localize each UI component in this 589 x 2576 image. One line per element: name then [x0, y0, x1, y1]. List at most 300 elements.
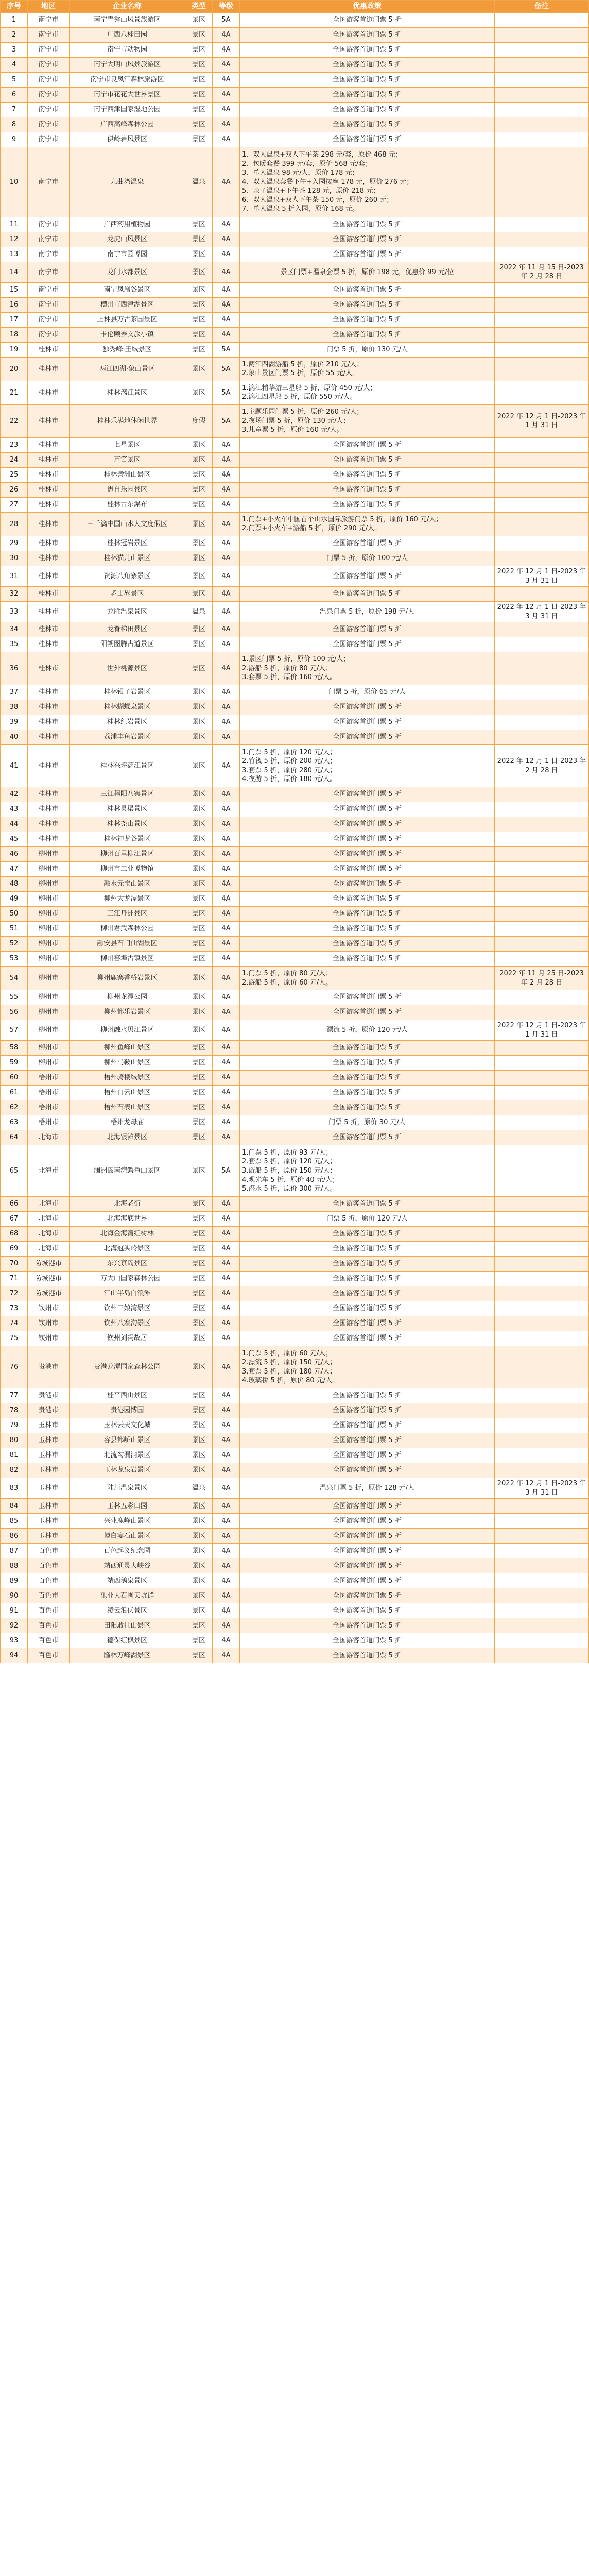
cell-no: 76	[1, 1346, 28, 1388]
cell-company: 两江四湖·象山景区	[70, 357, 185, 381]
table-row	[1, 1041, 589, 1056]
cell-type: 景区	[185, 452, 213, 467]
policy-line: 全国游客首道门票 5 折	[333, 910, 402, 918]
cell-note	[495, 1005, 589, 1020]
cell-city: 钦州市	[28, 1331, 70, 1346]
table-row	[1, 1346, 589, 1388]
cell-type: 景区	[185, 497, 213, 512]
cell-note	[495, 1272, 589, 1286]
cell-level: 4A	[213, 437, 240, 452]
cell-type: 景区	[185, 1433, 213, 1448]
cell-policy	[240, 1005, 495, 1020]
table-row	[1, 1242, 589, 1257]
cell-note	[495, 652, 589, 685]
cell-no: 82	[1, 1463, 28, 1478]
cell-policy	[240, 147, 495, 217]
cell-type: 景区	[185, 102, 213, 117]
cell-policy	[240, 87, 495, 102]
policy-line: 全国游客首道门票 5 折	[333, 572, 402, 580]
cell-no: 72	[1, 1286, 28, 1301]
cell-note	[495, 1115, 589, 1130]
cell-company: 桂林乐满地休闲世界	[70, 404, 185, 437]
cell-city: 桂林市	[28, 512, 70, 536]
policy-line: 1.门票+小火车中国首个山水国际旅游门票 5 折，原价 160 元/人；	[242, 515, 443, 523]
cell-no: 2	[1, 27, 28, 42]
cell-level: 4A	[213, 1648, 240, 1663]
policy-line: 全国游客首道门票 5 折	[333, 925, 402, 933]
cell-type: 景区	[185, 232, 213, 247]
table-row	[1, 1130, 589, 1145]
cell-level: 4A	[213, 877, 240, 892]
cell-policy	[240, 892, 495, 907]
cell-city: 桂林市	[28, 745, 70, 787]
cell-level: 4A	[213, 862, 240, 877]
policy-line: 全国游客首道门票 5 折	[333, 940, 402, 948]
cell-company: 桂林古东瀑布	[70, 497, 185, 512]
cell-note	[495, 1514, 589, 1529]
policy-line: 1.门票 5 折，原价 80 元/人；	[242, 970, 333, 978]
table-row	[1, 892, 589, 907]
cell-policy	[240, 1301, 495, 1316]
cell-company: 柳州市工业博物馆	[70, 862, 185, 877]
cell-company: 田阳敢壮山景区	[70, 1618, 185, 1633]
cell-no: 74	[1, 1316, 28, 1331]
policy-line: 全国游客首道门票 5 折	[333, 625, 402, 634]
cell-city: 南宁市	[28, 57, 70, 72]
policy-line: 2.门票+小火车+游船 5 折，原价 290 元/人。	[242, 524, 382, 533]
cell-company: 融安县石门仙湖景区	[70, 937, 185, 952]
cell-company: 柳州窑埠古镇景区	[70, 952, 185, 967]
cell-no: 54	[1, 967, 28, 990]
cell-type: 景区	[185, 42, 213, 57]
cell-type: 景区	[185, 1056, 213, 1071]
cell-level: 4A	[213, 1272, 240, 1286]
policy-line: 全国游客首道门票 5 折	[333, 1651, 402, 1659]
cell-company: 梧州龙母庙	[70, 1115, 185, 1130]
cell-note	[495, 892, 589, 907]
cell-no: 42	[1, 787, 28, 802]
cell-type: 景区	[185, 1448, 213, 1463]
cell-city: 南宁市	[28, 132, 70, 147]
cell-type: 景区	[185, 1301, 213, 1316]
cell-no: 24	[1, 452, 28, 467]
cell-company: 南宁青秀山风景旅游区	[70, 12, 185, 27]
cell-level: 4A	[213, 1633, 240, 1648]
policy-line: 全国游客首道门票 5 折	[333, 1074, 402, 1082]
cell-note	[495, 452, 589, 467]
table-row	[1, 497, 589, 512]
cell-level: 4A	[213, 802, 240, 817]
table-row	[1, 1100, 589, 1115]
policy-line: 全国游客首道门票 5 折	[333, 1260, 402, 1268]
cell-company: 北海银滩景区	[70, 1130, 185, 1145]
cell-level: 4A	[213, 27, 240, 42]
cell-note	[495, 685, 589, 700]
policy-line: 3.游船 5 折，原价 150 元/人；	[242, 1166, 337, 1175]
cell-note	[495, 1648, 589, 1663]
table-row	[1, 1257, 589, 1272]
cell-type: 景区	[185, 907, 213, 922]
policy-line: 全国游客首道门票 5 折	[333, 850, 402, 858]
table-row	[1, 922, 589, 937]
policy-line: 1.两江四湖游船 5 折，原价 210 元/人；	[242, 360, 363, 368]
cell-policy	[240, 404, 495, 437]
table-row	[1, 1005, 589, 1020]
cell-type: 景区	[185, 1005, 213, 1020]
cell-no: 10	[1, 147, 28, 217]
cell-no: 51	[1, 922, 28, 937]
table-row	[1, 700, 589, 715]
cell-company: 百色起义纪念园	[70, 1544, 185, 1558]
cell-type: 景区	[185, 862, 213, 877]
cell-type: 景区	[185, 1115, 213, 1130]
policy-line: 2.漂流 5 折，原价 150 元/人；	[242, 1359, 337, 1367]
policy-line: 2.游船 5 折，原价 60 元/人。	[242, 978, 333, 987]
cell-level: 4A	[213, 1115, 240, 1130]
cell-level: 4A	[213, 452, 240, 467]
cell-type: 景区	[185, 1514, 213, 1529]
cell-city: 桂林市	[28, 652, 70, 685]
cell-type: 景区	[185, 1529, 213, 1544]
cell-policy	[240, 437, 495, 452]
cell-company: 龙胜温泉景区	[70, 602, 185, 622]
policy-line: 全国游客首道门票 5 折	[333, 805, 402, 814]
cell-policy	[240, 862, 495, 877]
cell-company: 北海冠头岭景区	[70, 1242, 185, 1257]
cell-city: 北海市	[28, 1145, 70, 1197]
table-row	[1, 357, 589, 381]
cell-level: 4A	[213, 715, 240, 730]
cell-policy	[240, 1573, 495, 1588]
cell-policy	[240, 467, 495, 482]
policy-line: 全国游客首道门票 5 折	[333, 1304, 402, 1313]
cell-note	[495, 832, 589, 847]
policy-line: 3.套票 5 折，原价 160 元/人。	[242, 673, 337, 682]
cell-company: 九曲湾温泉	[70, 147, 185, 217]
cell-level: 4A	[213, 1257, 240, 1272]
table-row	[1, 342, 589, 357]
cell-level: 4A	[213, 745, 240, 787]
cell-level: 4A	[213, 1316, 240, 1331]
cell-company: 靖西通灵大峡谷	[70, 1558, 185, 1573]
policy-line: 6、双人温泉+双人下午茶 150 元，原价 260 元；	[242, 196, 393, 204]
cell-city: 百色市	[28, 1603, 70, 1618]
cell-company: 玉林五彩田园	[70, 1499, 185, 1514]
cell-policy	[240, 452, 495, 467]
cell-company: 伊岭岩风景区	[70, 132, 185, 147]
policy-line: 门票 5 折，原价 65 元/人	[328, 688, 406, 697]
cell-no: 86	[1, 1529, 28, 1544]
header-level: 等级	[213, 1, 240, 13]
table-row	[1, 1558, 589, 1573]
policy-line: 全国游客首道门票 5 折	[333, 790, 402, 799]
cell-policy	[240, 1618, 495, 1633]
cell-note	[495, 1041, 589, 1056]
cell-company: 柳州鹿寨香桥岩景区	[70, 967, 185, 990]
cell-policy	[240, 990, 495, 1005]
cell-level: 4A	[213, 1388, 240, 1403]
cell-type: 景区	[185, 1197, 213, 1212]
table-row	[1, 247, 589, 262]
cell-policy	[240, 922, 495, 937]
cell-city: 玉林市	[28, 1478, 70, 1499]
table-row	[1, 652, 589, 685]
cell-type: 景区	[185, 217, 213, 232]
cell-company: 桂林尧山景区	[70, 817, 185, 832]
cell-no: 49	[1, 892, 28, 907]
cell-no: 78	[1, 1403, 28, 1418]
cell-level: 4A	[213, 1433, 240, 1448]
cell-type: 景区	[185, 730, 213, 745]
policy-line: 1.门票 5 折，原价 60 元/人；	[242, 1349, 333, 1358]
cell-type: 景区	[185, 1316, 213, 1331]
cell-note	[495, 1633, 589, 1648]
table-row	[1, 132, 589, 147]
cell-no: 38	[1, 700, 28, 715]
cell-no: 27	[1, 497, 28, 512]
table-row	[1, 512, 589, 536]
cell-company: 梧州石表山景区	[70, 1100, 185, 1115]
cell-company: 桂林银子岩景区	[70, 685, 185, 700]
policy-line: 全国游客首道门票 5 折	[333, 1562, 402, 1570]
policy-line: 全国游客首道门票 5 折	[333, 135, 402, 144]
table-row	[1, 297, 589, 312]
cell-company: 柳州君武森林公园	[70, 922, 185, 937]
cell-company: 玉林云天文化城	[70, 1418, 185, 1433]
policy-line: 门票 5 折，原价 130 元/人	[326, 346, 408, 354]
policy-line: 全国游客首道门票 5 折	[333, 61, 402, 69]
cell-policy	[240, 381, 495, 404]
table-row	[1, 715, 589, 730]
cell-company: 钦州八寨沟景区	[70, 1316, 185, 1331]
cell-level: 4A	[213, 937, 240, 952]
cell-level: 4A	[213, 1603, 240, 1618]
cell-type: 景区	[185, 72, 213, 87]
cell-type: 景区	[185, 1573, 213, 1588]
cell-type: 景区	[185, 832, 213, 847]
cell-city: 南宁市	[28, 117, 70, 132]
cell-company: 三江程阳八寨景区	[70, 787, 185, 802]
cell-level: 4A	[213, 1286, 240, 1301]
table-row	[1, 1212, 589, 1227]
cell-type: 景区	[185, 1100, 213, 1115]
cell-level: 4A	[213, 132, 240, 147]
cell-no: 32	[1, 587, 28, 602]
policy-line: 3、单人温泉 98 元/人，原价 178 元；	[242, 169, 359, 177]
cell-city: 北海市	[28, 1212, 70, 1227]
cell-no: 8	[1, 117, 28, 132]
table-row	[1, 877, 589, 892]
cell-level: 4A	[213, 327, 240, 342]
policy-line: 全国游客首道门票 5 折	[333, 46, 402, 54]
cell-company: 贵港园博园	[70, 1403, 185, 1418]
cell-city: 南宁市	[28, 217, 70, 232]
cell-note	[495, 247, 589, 262]
cell-city: 百色市	[28, 1573, 70, 1588]
cell-note	[495, 1558, 589, 1573]
cell-level: 4A	[213, 497, 240, 512]
policy-line: 全国游客首道门票 5 折	[333, 640, 402, 649]
table-row	[1, 1499, 589, 1514]
policy-line: 全国游客首道门票 5 折	[333, 1104, 402, 1112]
cell-no: 80	[1, 1433, 28, 1448]
cell-type: 景区	[185, 1403, 213, 1418]
cell-city: 南宁市	[28, 232, 70, 247]
cell-note	[495, 1286, 589, 1301]
cell-city: 南宁市	[28, 247, 70, 262]
cell-type: 景区	[185, 700, 213, 715]
cell-note	[495, 937, 589, 952]
cell-no: 90	[1, 1588, 28, 1603]
cell-type: 景区	[185, 587, 213, 602]
table-row	[1, 102, 589, 117]
table-row	[1, 282, 589, 297]
cell-policy	[240, 937, 495, 952]
cell-city: 柳州市	[28, 892, 70, 907]
cell-company: 芦笛景区	[70, 452, 185, 467]
cell-no: 48	[1, 877, 28, 892]
cell-policy	[240, 551, 495, 566]
cell-level: 4A	[213, 536, 240, 551]
cell-policy	[240, 1316, 495, 1331]
cell-type: 景区	[185, 1130, 213, 1145]
cell-policy	[240, 1056, 495, 1071]
cell-no: 57	[1, 1020, 28, 1041]
cell-policy	[240, 297, 495, 312]
cell-policy	[240, 1418, 495, 1433]
cell-city: 北海市	[28, 1227, 70, 1242]
cell-note	[495, 1197, 589, 1212]
cell-city: 梧州市	[28, 1115, 70, 1130]
table-row	[1, 1388, 589, 1403]
cell-company: 博白宴石山景区	[70, 1529, 185, 1544]
cell-city: 梧州市	[28, 1100, 70, 1115]
cell-city: 南宁市	[28, 72, 70, 87]
cell-city: 柳州市	[28, 937, 70, 952]
cell-level: 4A	[213, 147, 240, 217]
table-row	[1, 1448, 589, 1463]
cell-no: 79	[1, 1418, 28, 1433]
cell-level: 4A	[213, 1005, 240, 1020]
policy-line: 全国游客首道门票 5 折	[333, 316, 402, 324]
cell-note	[495, 297, 589, 312]
cell-note	[495, 1301, 589, 1316]
cell-type: 景区	[185, 381, 213, 404]
cell-level: 4A	[213, 1197, 240, 1212]
policy-line: 全国游客首道门票 5 折	[333, 486, 402, 494]
cell-policy	[240, 512, 495, 536]
header-city: 地区	[28, 1, 70, 13]
cell-type: 景区	[185, 247, 213, 262]
policy-line: 2.游船 5 折，原价 80 元/人；	[242, 664, 333, 672]
cell-city: 柳州市	[28, 907, 70, 922]
cell-type: 景区	[185, 1463, 213, 1478]
policy-line: 全国游客首道门票 5 折	[333, 1275, 402, 1283]
cell-policy	[240, 652, 495, 685]
cell-note	[495, 1130, 589, 1145]
cell-company: 三江丹洲景区	[70, 907, 185, 922]
cell-policy	[240, 42, 495, 57]
cell-company: 东兴京岛景区	[70, 1257, 185, 1272]
cell-type: 景区	[185, 1331, 213, 1346]
cell-level: 4A	[213, 922, 240, 937]
cell-note	[495, 817, 589, 832]
cell-company: 上林县万古茶园景区	[70, 312, 185, 327]
policy-line: 2、包暖套餐 399 元/套，原价 568 元/套；	[242, 160, 372, 168]
cell-city: 北海市	[28, 1130, 70, 1145]
cell-no: 89	[1, 1573, 28, 1588]
cell-level: 4A	[213, 1212, 240, 1227]
cell-policy	[240, 587, 495, 602]
cell-note	[495, 862, 589, 877]
cell-no: 53	[1, 952, 28, 967]
cell-policy	[240, 1041, 495, 1056]
table-row	[1, 937, 589, 952]
cell-policy	[240, 357, 495, 381]
cell-city: 玉林市	[28, 1529, 70, 1544]
cell-note	[495, 381, 589, 404]
cell-city: 桂林市	[28, 342, 70, 357]
cell-company: 桂林漓江景区	[70, 381, 185, 404]
cell-note	[495, 467, 589, 482]
cell-city: 南宁市	[28, 42, 70, 57]
cell-level: 4A	[213, 262, 240, 282]
cell-company: 北流勾漏洞景区	[70, 1448, 185, 1463]
policy-line: 4.玻璃桥 5 折，原价 80 元/人。	[242, 1377, 339, 1385]
policy-line: 全国游客首道门票 5 折	[333, 1059, 402, 1067]
table-row	[1, 952, 589, 967]
policy-line: 全国游客首道门票 5 折	[333, 590, 402, 598]
cell-no: 30	[1, 551, 28, 566]
cell-city: 柳州市	[28, 967, 70, 990]
cell-type: 景区	[185, 342, 213, 357]
cell-note: 2022 年 12 月 1 日-2023 年 1 月 31 日	[495, 404, 589, 437]
cell-company: 容县都峤山景区	[70, 1433, 185, 1448]
cell-city: 桂林市	[28, 715, 70, 730]
cell-level: 4A	[213, 1529, 240, 1544]
policy-line: 全国游客首道门票 5 折	[333, 1008, 402, 1016]
policy-line: 4.夜游 5 折，原价 180 元/人。	[242, 775, 337, 784]
cell-city: 桂林市	[28, 566, 70, 586]
cell-company: 梧州骑楼城景区	[70, 1071, 185, 1086]
cell-city: 北海市	[28, 1242, 70, 1257]
cell-no: 70	[1, 1257, 28, 1272]
cell-note: 2022 年 12 月 1 日-2023 年 2 月 28 日	[495, 745, 589, 787]
cell-city: 桂林市	[28, 467, 70, 482]
cell-company: 涠洲岛南湾鳄鱼山景区	[70, 1145, 185, 1197]
cell-policy	[240, 1499, 495, 1514]
cell-note	[495, 147, 589, 217]
cell-type: 景区	[185, 262, 213, 282]
cell-company: 陆川温泉景区	[70, 1478, 185, 1499]
cell-city: 贵港市	[28, 1403, 70, 1418]
cell-city: 南宁市	[28, 12, 70, 27]
cell-level: 4A	[213, 1463, 240, 1478]
table-row	[1, 87, 589, 102]
header-type: 类型	[185, 1, 213, 13]
table-row	[1, 907, 589, 922]
cell-type: 景区	[185, 817, 213, 832]
cell-company: 桂林兴坪漓江景区	[70, 745, 185, 787]
policy-line: 全国游客首道门票 5 折	[333, 718, 402, 726]
cell-level: 4A	[213, 232, 240, 247]
table-row	[1, 802, 589, 817]
cell-company: 桂林蝴蝶泉景区	[70, 700, 185, 715]
cell-level: 5A	[213, 12, 240, 27]
cell-note	[495, 1227, 589, 1242]
cell-company: 玉林龙泉岩景区	[70, 1463, 185, 1478]
cell-type: 景区	[185, 1418, 213, 1433]
